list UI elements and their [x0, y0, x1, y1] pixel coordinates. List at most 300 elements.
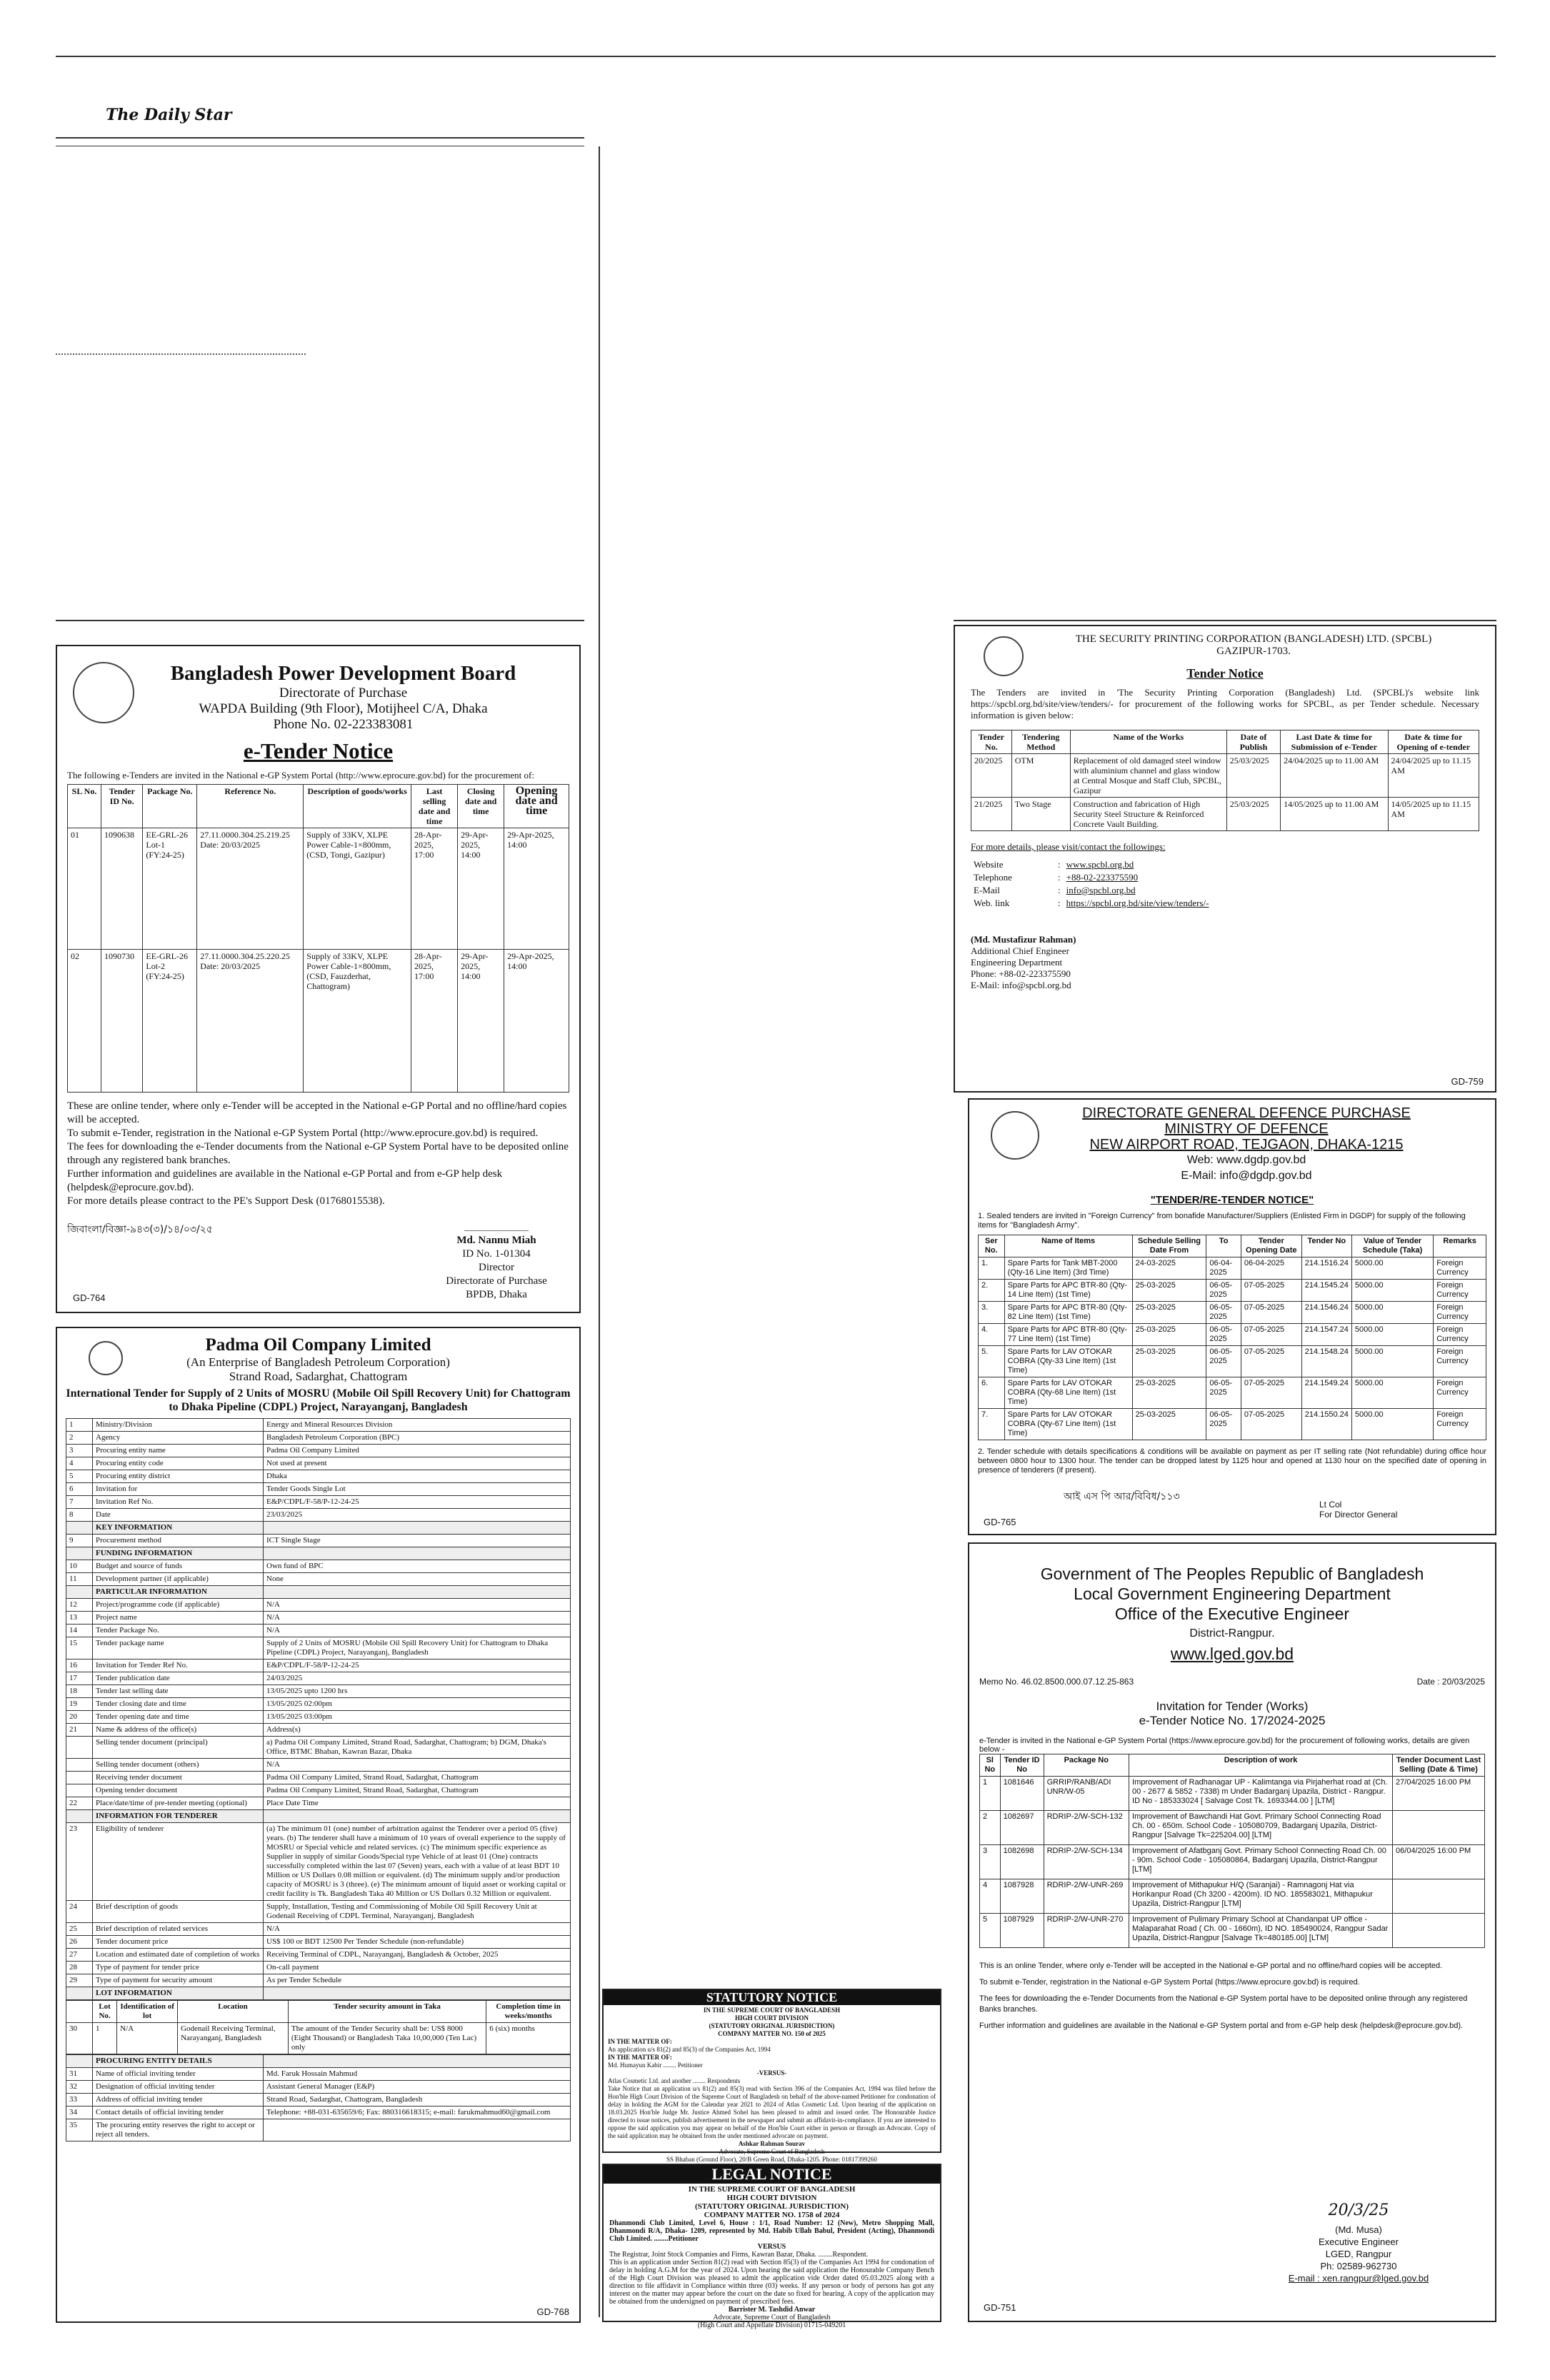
- col-header: Tender ID No.: [101, 785, 143, 828]
- cell: [1393, 1914, 1485, 1948]
- cell: Supply of 2 Units of MOSRU (Mobile Oil Spill Recovery Unit) for Chattogram to Dhaka Pipeline (CDPL) Project, Narayanganj, Bangladesh: [264, 1637, 571, 1660]
- col-header: Tender No: [1301, 1235, 1351, 1257]
- cell: 27.11.0000.304.25.219.25 Date: 20/03/2025: [197, 828, 304, 950]
- cell: Spare Parts for APC BTR-80 (Qty-77 Line Item) (1st Time): [1004, 1324, 1132, 1346]
- cell: 214.1545.24: [1301, 1280, 1351, 1302]
- cell: N/A: [264, 1923, 571, 1936]
- cell: 28-Apr-2025, 17:00: [411, 828, 458, 950]
- bpdb-sig-org: BPDB, Dhaka: [466, 1289, 527, 1300]
- cell: 26: [66, 1936, 93, 1949]
- spcbl-intro: The Tenders are invited in 'The Security Printing Corporation (Bangladesh) Ltd. (SPCBL)'s website link https://spcbl.org.bd/site/view/tenders/- for procurement of the following works for SPCBL, as per Tender schedule. Necessary information is given below:: [971, 687, 1479, 720]
- cell: Two Stage: [1011, 798, 1070, 831]
- cell: [264, 2119, 571, 2142]
- spcbl-heading: Tender Notice: [1186, 666, 1264, 681]
- cell: 10: [66, 1560, 93, 1573]
- table-row: [66, 1432, 571, 1445]
- table-row: [971, 754, 1479, 798]
- cell: 24/04/2025 up to 11.00 AM: [1281, 754, 1388, 798]
- padma-lot-table: [66, 2000, 571, 2054]
- cell: 25-03-2025: [1132, 1346, 1206, 1377]
- col-header: To: [1206, 1235, 1241, 1257]
- bpdb-heading: e-Tender Notice: [243, 738, 394, 763]
- legal-banner: LEGAL NOTICE: [604, 2165, 940, 2184]
- table-row: [66, 1573, 571, 1586]
- contact-value[interactable]: +88-02-223375590: [1066, 872, 1139, 883]
- cell: 1087928: [1000, 1879, 1044, 1914]
- table-header: [66, 2001, 571, 2023]
- table-row: [66, 1711, 571, 1724]
- cell: 3.: [979, 1302, 1005, 1324]
- cell: Improvement of Bawchandi Hat Govt. Primary School Connecting Road Ch. 00 - 650m. School Code - 105080709, Badarganj Upazila, District-Rangpur [Salvage Tk=225204.00] [LTM]: [1129, 1811, 1393, 1845]
- spcbl-ref: GD-759: [1451, 1076, 1484, 1087]
- cell: 06-05-2025: [1206, 1377, 1241, 1409]
- table-row: [980, 1845, 1485, 1879]
- cell: [66, 2055, 93, 2068]
- spcbl-title: THE SECURITY PRINTING CORPORATION (BANGLADESH) LTD. (SPCBL): [1075, 633, 1432, 645]
- lged-table: [979, 1754, 1485, 1948]
- cell: Padma Oil Company Limited, Strand Road, Sadarghat, Chattogram: [264, 1772, 571, 1784]
- cell: INFORMATION FOR TENDERER: [93, 1810, 264, 1823]
- legal-resp: The Registrar, Joint Stock Companies and Firms, Kawran Bazar, Dhaka. ........Respondent.: [609, 2251, 869, 2259]
- lged-sig1: (Md. Musa): [1335, 2224, 1382, 2235]
- contact-label: Telephone: [974, 872, 1012, 883]
- table-row: [979, 1257, 1486, 1280]
- col-header: Reference No.: [197, 785, 304, 828]
- cell: Own fund of BPC: [264, 1560, 571, 1573]
- spcbl-logo: [984, 636, 1024, 676]
- cell: Supply of 33KV, XLPE Power Cable-1×800mm, (CSD, Tongi, Gazipur): [304, 828, 411, 950]
- cell: Type of payment for security amount: [93, 1974, 264, 1987]
- dgdp-l3: NEW AIRPORT ROAD, TEJGAON, DHAKA-1215: [1089, 1137, 1404, 1153]
- cell: 07-05-2025: [1241, 1346, 1301, 1377]
- table-header: [971, 730, 1479, 754]
- cell: [264, 1987, 571, 2000]
- cell: 15: [66, 1637, 93, 1660]
- cell: [66, 1586, 93, 1599]
- col-header: Closing date and time: [458, 785, 504, 828]
- lged-para: To submit e-Tender, registration in the National e-GP System Portal (https://www.eprocure.gov.bd) is required.: [979, 1978, 1360, 1987]
- col-header: Description of goods/works: [304, 785, 411, 828]
- column-divider: [599, 146, 600, 2317]
- cell: Assistant General Manager (E&P): [264, 2081, 571, 2094]
- table-row: [66, 2055, 571, 2068]
- table-row: [66, 1445, 571, 1457]
- cell: 20: [66, 1711, 93, 1724]
- cell: LOT INFORMATION: [93, 1987, 264, 2000]
- cell: Receiving Terminal of CDPL, Narayanganj, Bangladesh & October, 2025: [264, 1949, 571, 1962]
- cell: 1: [980, 1777, 1001, 1811]
- cell: 29: [66, 1974, 93, 1987]
- cell: 4.: [979, 1324, 1005, 1346]
- cell: 24/03/2025: [264, 1672, 571, 1685]
- cell: Spare Parts for APC BTR-80 (Qty-14 Line Item) (1st Time): [1004, 1280, 1132, 1302]
- cell: Not used at present: [264, 1457, 571, 1470]
- cell: 25-03-2025: [1132, 1409, 1206, 1440]
- cell: [66, 1784, 93, 1797]
- dgdp-note: 2. Tender schedule with details specifications & conditions will be available on payment as per IT selling rate (Not refundable) during office hour between 0800 hour to 1300 hour. The tender can be dropped latest by 1125 hour and opened at 1130 hour on the specified date of opening in presence of tenderers (if present).: [978, 1447, 1486, 1475]
- table-row: [66, 1612, 571, 1625]
- signature-scribble: [464, 1210, 529, 1231]
- cell: 1: [93, 2023, 117, 2054]
- cell: N/A: [264, 1759, 571, 1772]
- legal-versus: VERSUS: [757, 2243, 786, 2251]
- cell: 20/2025: [971, 754, 1012, 798]
- table-row: [66, 1470, 571, 1483]
- cell: The amount of the Tender Security shall be: US$ 8000 (Eight Thousand) or Bangladesh Taka 10,00,000 (Ten Lac) only: [288, 2023, 486, 2054]
- statutory-l3: (STATUTORY ORIGINAL JURISDICTION): [709, 2022, 835, 2029]
- table-row: [68, 950, 569, 1093]
- contact-row: Web. link : https://spcbl.org.bd/site/view/tenders/-: [971, 897, 1211, 910]
- lged-date: Date : 20/03/2025: [1416, 1677, 1485, 1687]
- contact-value[interactable]: https://spcbl.org.bd/site/view/tenders/-: [1066, 898, 1209, 908]
- cell: US$ 100 or BDT 12500 Per Tender Schedule (non-refundable): [264, 1936, 571, 1949]
- cell: Ministry/Division: [93, 1419, 264, 1432]
- cell: Spare Parts for LAV OTOKAR COBRA (Qty-33 Line Item) (1st Time): [1004, 1346, 1132, 1377]
- padma-logo: [89, 1341, 123, 1375]
- cell: 02: [68, 950, 101, 1093]
- cell: 25/03/2025: [1226, 798, 1280, 831]
- masthead-rule: [56, 137, 584, 139]
- table-row: [66, 1987, 571, 2000]
- col-header: Tendering Method: [1011, 730, 1070, 754]
- lged-l2: Local Government Engineering Department: [1074, 1585, 1391, 1603]
- spcbl-notice: [954, 625, 1496, 1093]
- lged-para: Further information and guidelines are available in the National e-GP System portal and from e-GP help desk (helpdesk@eprocure.gov.bd).: [979, 2022, 1464, 2030]
- cell: FUNDING INFORMATION: [93, 1547, 264, 1560]
- lged-para: This is an online Tender, where only e-Tender will be accepted in the National e-GP portal and no offline/hard copies will be accepted.: [979, 1962, 1443, 1970]
- cell: Tender publication date: [93, 1672, 264, 1685]
- bpdb-logo: [73, 662, 134, 723]
- cell: RDRIP-2/W-SCH-134: [1044, 1845, 1129, 1879]
- cell: ICT Single Stage: [264, 1535, 571, 1547]
- cell: Opening tender document: [93, 1784, 264, 1797]
- cell: 25: [66, 1923, 93, 1936]
- cell: Godenail Receiving Terminal, Narayanganj, Bangladesh: [178, 2023, 289, 2054]
- cell: 5000.00: [1351, 1324, 1433, 1346]
- col-header: Identification of lot: [117, 2001, 178, 2023]
- cell: 07-05-2025: [1241, 1324, 1301, 1346]
- cell: Address of official inviting tender: [93, 2094, 264, 2107]
- col-header: Last selling date and time: [411, 785, 458, 828]
- table-header: [68, 785, 569, 828]
- dgdp-logo: [991, 1111, 1039, 1160]
- statutory-l1: IN THE SUPREME COURT OF BANGLADESH: [703, 2007, 841, 2014]
- cell: 17: [66, 1672, 93, 1685]
- cell: [66, 1772, 93, 1784]
- cell: 25/03/2025: [1226, 754, 1280, 798]
- table-row: [979, 1377, 1486, 1409]
- cell: [66, 1737, 93, 1759]
- lged-notice: [968, 1542, 1496, 2322]
- padma-notice: [56, 1327, 581, 2323]
- cell: [66, 1522, 93, 1535]
- cell: Padma Oil Company Limited, Strand Road, Sadarghat, Chattogram: [264, 1784, 571, 1797]
- statutory-l4: COMPANY MATTER NO. 150 of 2025: [718, 2030, 826, 2037]
- spcbl-sub: GAZIPUR-1703.: [1216, 646, 1291, 657]
- lged-sig-date: 20/3/25: [1328, 2201, 1389, 2219]
- cell: Foreign Currency: [1434, 1377, 1486, 1409]
- lged-l1: Government of The Peoples Republic of Bangladesh: [1040, 1565, 1424, 1583]
- table-row: [66, 1962, 571, 1974]
- cell: 14/05/2025 up to 11.15 AM: [1388, 798, 1479, 831]
- col-header: Description of work: [1129, 1754, 1393, 1777]
- contact-row: E-Mail : info@spcbl.org.bd: [971, 884, 1211, 897]
- cell: 18: [66, 1685, 93, 1698]
- bpdb-para: Further information and guidelines are available in the National e-GP Portal and from e-GP help desk (helpdesk@eprocure.gov.bd).: [67, 1168, 503, 1193]
- cell: Project/programme code (if applicable): [93, 1599, 264, 1612]
- cell: Date: [93, 1509, 264, 1522]
- cell: 1082697: [1000, 1811, 1044, 1845]
- lged-ref: GD-751: [984, 2302, 1016, 2313]
- cell: [264, 2055, 571, 2068]
- table-row: [66, 1586, 571, 1599]
- table-row: [979, 1324, 1486, 1346]
- cell: Foreign Currency: [1434, 1346, 1486, 1377]
- cell: Budget and source of funds: [93, 1560, 264, 1573]
- cell: RDRIP-2/W-UNR-270: [1044, 1914, 1129, 1948]
- spcbl-contacts: [971, 858, 1211, 910]
- legal-body: This is an application under Section 81(2) read with Section 85(3) of the Companies Act 1994 for condonation of delay in holding A.G.M for the year of 2024. Upon hearing the said application the Honourable Company Bench of the High Court Division was pleased to admit the application vide Order dated 05.03.2025 along with a direction to file affidavit in Compliance within three (03) weeks. If any person or body of persons has got any interest on the matter may appear before the court on the date so fixed for hearing. A copy of the application may be obtained from the undersigned on payment of prescribed fees.: [609, 2259, 934, 2306]
- cell: 9: [66, 1535, 93, 1547]
- dgdp-email: E-Mail: info@dgdp.gov.bd: [1181, 1170, 1312, 1182]
- cell: 13/05/2025 02:00pm: [264, 1698, 571, 1711]
- col-header: Tender Opening Date: [1241, 1235, 1301, 1257]
- cell: 16: [66, 1660, 93, 1672]
- cell: N/A: [264, 1625, 571, 1637]
- table-row: [66, 1483, 571, 1496]
- cell: 6.: [979, 1377, 1005, 1409]
- cell: Development partner (if applicable): [93, 1573, 264, 1586]
- cell: 34: [66, 2107, 93, 2119]
- cell: [66, 1810, 93, 1823]
- cell: 2: [980, 1811, 1001, 1845]
- bpdb-sub1: Directorate of Purchase: [279, 686, 408, 701]
- lged-l4: District-Rangpur.: [1189, 1627, 1275, 1640]
- table-row: [979, 1302, 1486, 1324]
- cell: Spare Parts for APC BTR-80 (Qty-82 Line Item) (1st Time): [1004, 1302, 1132, 1324]
- cell: Type of payment for tender price: [93, 1962, 264, 1974]
- cell: 07-05-2025: [1241, 1302, 1301, 1324]
- contact-value[interactable]: info@spcbl.org.bd: [1066, 885, 1136, 895]
- bpdb-title: Bangladesh Power Development Board: [170, 662, 516, 685]
- cell: Selling tender document (others): [93, 1759, 264, 1772]
- cell: Contact details of official inviting tender: [93, 2107, 264, 2119]
- cell: 27: [66, 1949, 93, 1962]
- cell: 5: [66, 1470, 93, 1483]
- table-row: [66, 1509, 571, 1522]
- cell: 2: [66, 1432, 93, 1445]
- cell: Improvement of Mithapukur H/Q (Saranjai) - Ramnagonj Hat via Horikanpur Road (Ch 3200 - 4200m). ID NO. 185583021, Mithapukur Upazila, District-Rangpur [LTM]: [1129, 1879, 1393, 1914]
- table-row: [66, 1823, 571, 1901]
- table-row: [66, 1772, 571, 1784]
- cell: Padma Oil Company Limited: [264, 1445, 571, 1457]
- col-header: Name of Items: [1004, 1235, 1132, 1257]
- table-row: [66, 2068, 571, 2081]
- table-row: [66, 2094, 571, 2107]
- cell: 8: [66, 1509, 93, 1522]
- dotted-rule: [56, 353, 306, 355]
- table-header: [980, 1754, 1485, 1777]
- statutory-m1t: An application u/s 81(2) and 85(3) of the Companies Act, 1994: [608, 2046, 771, 2053]
- cell: Location and estimated date of completion of works: [93, 1949, 264, 1962]
- col-header: Date & time for Opening of e-tender: [1388, 730, 1479, 754]
- col-header: Tender security amount in Taka: [288, 2001, 486, 2023]
- bpdb-ref: GD-764: [73, 1292, 106, 1303]
- cell: 22: [66, 1797, 93, 1810]
- table-row: [971, 798, 1479, 831]
- cell: Foreign Currency: [1434, 1257, 1486, 1280]
- cell: (a) The minimum 01 (one) number of arbitration against the Tenderer over a period 05 (five) years. (b) The tenderer shall have a minimum of 10 years of overall experience to the supply of MOSRU or Special vehicle and related services. (c) The minimum specific experience as Supplier in supply of similar Goods/Special type Vehicle of at least 01 (One) contracts successfully completed within the last 07 (Seven) years, each with a value of at least BDT 10 Million or US Dollars 0.08 million or equivalent. (d) The minimum supply and/or production capacity of MOSRU is 3 (three). (e) The minimum amount of liquid asset or working capital or credit facility is Tk. Bangladesh Taka 40 Million or US Dollars 0.32 Million or equivalent.: [264, 1823, 571, 1901]
- table-row: [66, 1949, 571, 1962]
- legal-petitioner: Dhanmondi Club Limited, Level 6, House : 1/1, Road Number: 12 (New), Metro Shopping Mall, Dhanmondi R/A, Dhaka- 1209, represented by Md. Habib Ullah Babul, President (Acting), Dhanmondi Club Limited. ........Petitioner: [609, 2219, 934, 2243]
- cell: 4: [66, 1457, 93, 1470]
- table-row: [66, 1522, 571, 1535]
- table-row: [66, 2107, 571, 2119]
- cell: 28-Apr-2025, 17:00: [411, 950, 458, 1093]
- contact-label: Web. link: [974, 898, 1010, 908]
- cell: Eligibility of tenderer: [93, 1823, 264, 1901]
- cell: Agency: [93, 1432, 264, 1445]
- col-header: Name of the Works: [1070, 730, 1226, 754]
- cell: Tender Goods Single Lot: [264, 1483, 571, 1496]
- cell: 12: [66, 1599, 93, 1612]
- padma-heading: International Tender for Supply of 2 Units of MOSRU (Mobile Oil Spill Recovery Unit) for Chattogram to Dhaka Pipeline (CDPL) Project, Narayanganj, Bangladesh: [66, 1387, 571, 1413]
- table-row: [66, 1901, 571, 1923]
- cell: 28: [66, 1962, 93, 1974]
- cell: Replacement of old damaged steel window with aluminium channel and glass window at Central Mosque and Staff Club, SPCBL, Gazipur: [1070, 754, 1226, 798]
- cell: 29-Apr-2025, 14:00: [504, 950, 569, 1093]
- cell: 2.: [979, 1280, 1005, 1302]
- dgdp-sig1: Lt Col: [1319, 1500, 1342, 1510]
- bpdb-table: [67, 784, 569, 1093]
- cell: 06-04-2025: [1206, 1257, 1241, 1280]
- cell: 21/2025: [971, 798, 1012, 831]
- cell: Tender Package No.: [93, 1625, 264, 1637]
- cell: N/A: [117, 2023, 178, 2054]
- contact-label: Website: [974, 859, 1004, 870]
- cell: E&P/CDPL/F-58/P-12-24-25: [264, 1496, 571, 1509]
- legal-sign: Barrister M. Tashdid Anwar: [728, 2306, 816, 2314]
- lged-para: The fees for downloading the e-Tender Documents from the National e-GP System portal have to be deposited online through any registered Banks branches.: [979, 1994, 1468, 2014]
- cell: Tender last selling date: [93, 1685, 264, 1698]
- cell: Brief description of goods: [93, 1901, 264, 1923]
- lged-l3: Office of the Executive Engineer: [1114, 1605, 1350, 1623]
- lged-sig5: E-mail : xen.rangpur@lged.gov.bd: [1288, 2273, 1429, 2284]
- cell: 1081646: [1000, 1777, 1044, 1811]
- col-header: Opening date and time: [504, 785, 569, 828]
- padma-sub1: (An Enterprise of Bangladesh Petroleum Corporation): [186, 1355, 450, 1369]
- col-header: Tender No.: [971, 730, 1012, 754]
- bpdb-signature: [421, 1210, 571, 1302]
- bpdb-sig-id: ID No. 1-01304: [462, 1248, 531, 1260]
- cell: Procurement method: [93, 1535, 264, 1547]
- cell: Place Date Time: [264, 1797, 571, 1810]
- table-row: [66, 1535, 571, 1547]
- bpdb-sig-office: Directorate of Purchase: [446, 1275, 547, 1287]
- padma-ref: GD-768: [536, 2306, 569, 2317]
- table-row: [66, 1625, 571, 1637]
- cell: [66, 1547, 93, 1560]
- cell: Project name: [93, 1612, 264, 1625]
- dgdp-l2: MINISTRY OF DEFENCE: [1164, 1121, 1329, 1137]
- dgdp-notice: [968, 1098, 1496, 1535]
- cell: 07-05-2025: [1241, 1377, 1301, 1409]
- table-row: [66, 1496, 571, 1509]
- legal-l2: HIGH COURT DIVISION: [726, 2194, 817, 2202]
- dgdp-heading: "TENDER/RE-TENDER NOTICE": [1150, 1194, 1314, 1206]
- contact-label: E-Mail: [974, 885, 1000, 895]
- col-header: Value of Tender Schedule (Taka): [1351, 1235, 1433, 1257]
- col-header: Date of Publish: [1226, 730, 1280, 754]
- cell: OTM: [1011, 754, 1070, 798]
- table-row: [66, 1698, 571, 1711]
- cell: [264, 1547, 571, 1560]
- cell: 1087929: [1000, 1914, 1044, 1948]
- cell: 214.1549.24: [1301, 1377, 1351, 1409]
- cell: 1082698: [1000, 1845, 1044, 1879]
- table-row: [66, 1784, 571, 1797]
- cell: Procuring entity name: [93, 1445, 264, 1457]
- table-row: [66, 1672, 571, 1685]
- table-row: [979, 1346, 1486, 1377]
- contact-value[interactable]: www.spcbl.org.bd: [1066, 859, 1134, 870]
- statutory-m1: IN THE MATTER OF:: [608, 2038, 672, 2045]
- top-rule: [56, 56, 1496, 57]
- col-header: Remarks: [1434, 1235, 1486, 1257]
- table-row: [66, 1637, 571, 1660]
- cell: Supply, Installation, Testing and Commissioning of Mobile Oil Spill Recovery Unit at Godenail Receiving of CDPL Terminal, Narayanganj, Bangladesh: [264, 1901, 571, 1923]
- cell: Invitation for Tender Ref No.: [93, 1660, 264, 1672]
- spcbl-sig4: Phone: +88-02-223375590: [971, 968, 1071, 979]
- table-row: [980, 1879, 1485, 1914]
- cell: 21: [66, 1724, 93, 1737]
- cell: Improvement of Pulimary Primary School at Chandanpat UP office - Malaparahat Road ( Ch. 00 - 1660m), ID NO. 185490024, Rangpur Sadar Upazila, District-Rangpur [Salvage Tk=480185.00] [LTM]: [1129, 1914, 1393, 1948]
- cell: 29-Apr-2025, 14:00: [458, 828, 504, 950]
- statutory-l2: HIGH COURT DIVISION: [734, 2014, 809, 2022]
- cell: 4: [980, 1879, 1001, 1914]
- cell: 33: [66, 2094, 93, 2107]
- cell: Spare Parts for LAV OTOKAR COBRA (Qty-67 Line Item) (1st Time): [1004, 1409, 1132, 1440]
- lged-sig4: Ph: 02589-962730: [1320, 2261, 1397, 2271]
- cell: 5000.00: [1351, 1409, 1433, 1440]
- cell: 35: [66, 2119, 93, 2142]
- col-header: Schedule Selling Date From: [1132, 1235, 1206, 1257]
- cell: 1090730: [101, 950, 143, 1093]
- table-row: [66, 2119, 571, 2142]
- cell: 06-04-2025: [1241, 1257, 1301, 1280]
- cell: 25-03-2025: [1132, 1377, 1206, 1409]
- cell: Foreign Currency: [1434, 1302, 1486, 1324]
- cell: Tender opening date and time: [93, 1711, 264, 1724]
- contact-row: Website : www.spcbl.org.bd: [971, 858, 1211, 871]
- cell: 214.1546.24: [1301, 1302, 1351, 1324]
- cell: Foreign Currency: [1434, 1280, 1486, 1302]
- cell: E&P/CDPL/F-58/P-12-24-25: [264, 1660, 571, 1672]
- cell: On-call payment: [264, 1962, 571, 1974]
- statutory-addr: SS Bhaban (Ground Floor), 20/B Green Road, Dhaka-1205. Phone: 01817399260: [666, 2156, 877, 2163]
- cell: 29-Apr-2025, 14:00: [458, 950, 504, 1093]
- bpdb-intro: The following e-Tenders are invited in the National e-GP System Portal (http://www.eprocure.gov.bd) for the procurement of:: [67, 770, 534, 780]
- bpdb-phone: Phone No. 02-223383081: [273, 717, 414, 732]
- cell: Procuring entity code: [93, 1457, 264, 1470]
- cell: [264, 1522, 571, 1535]
- cell: Energy and Mineral Resources Division: [264, 1419, 571, 1432]
- cell: [1393, 1879, 1485, 1914]
- cell: 5.: [979, 1346, 1005, 1377]
- cell: [264, 1810, 571, 1823]
- bpdb-notice: [56, 645, 581, 1313]
- cell: Foreign Currency: [1434, 1324, 1486, 1346]
